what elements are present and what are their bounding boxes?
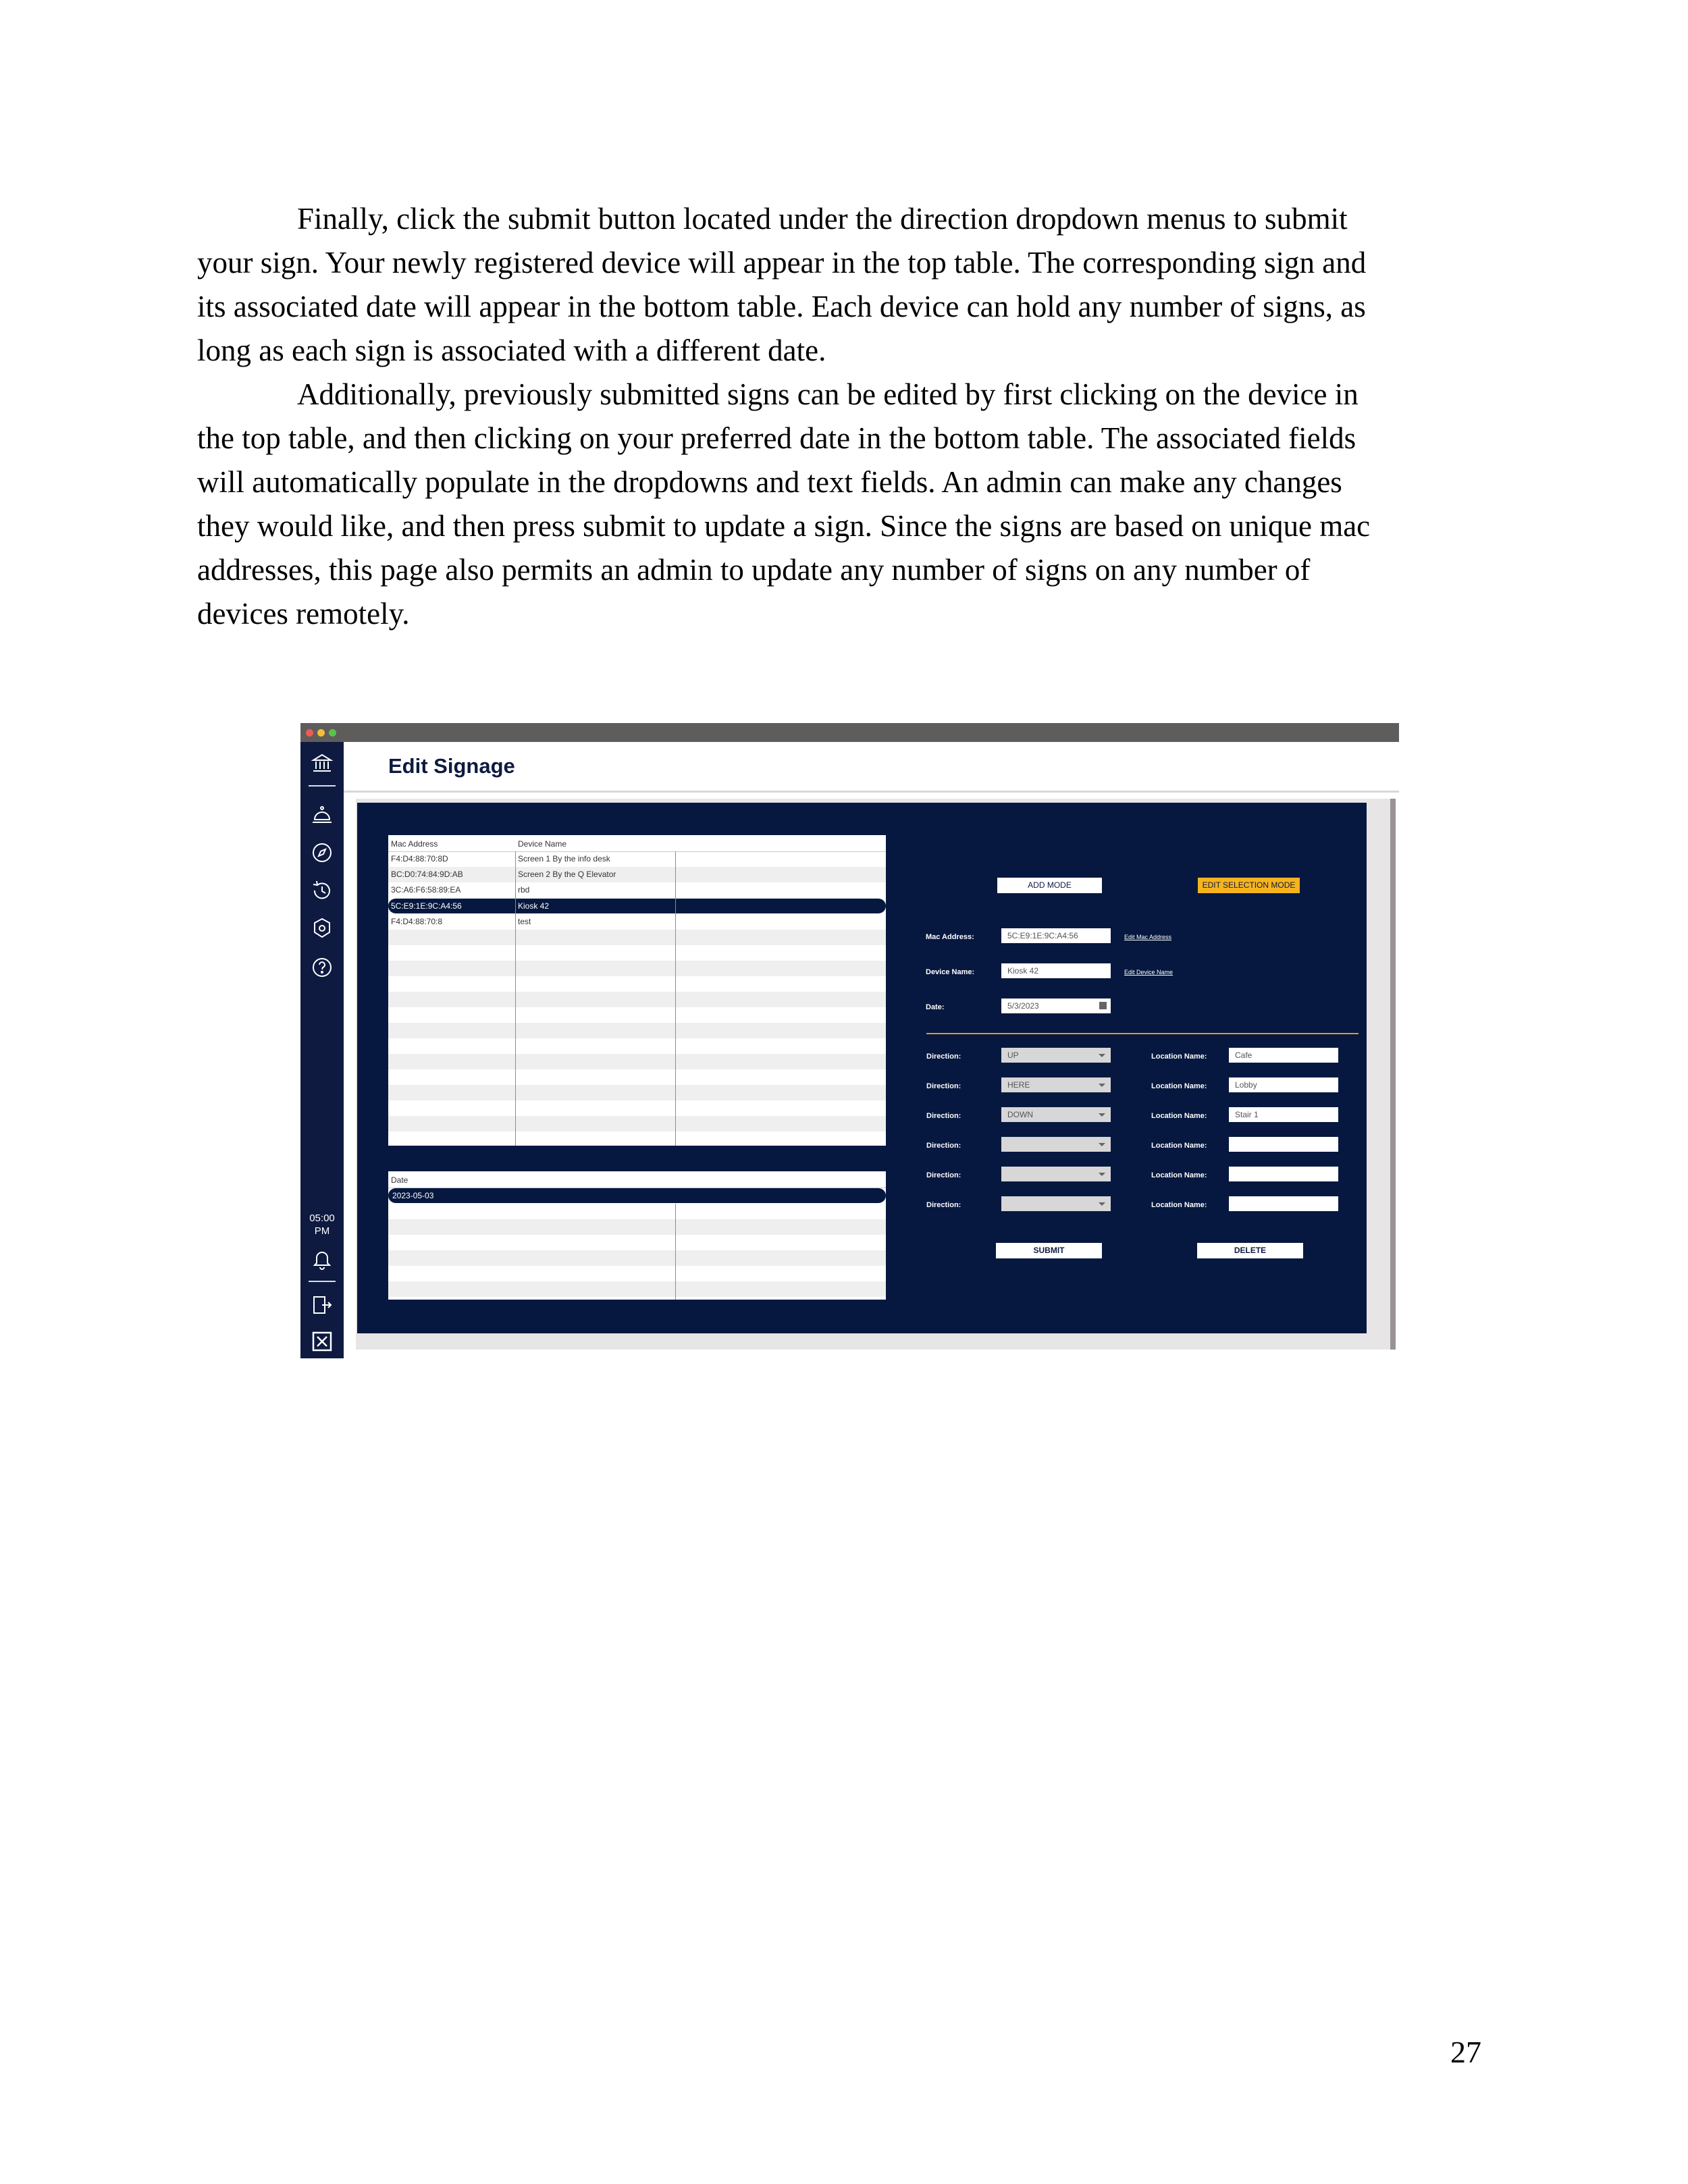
column-divider [675,1204,676,1300]
page-title: Edit Signage [388,754,515,778]
window-minimize-icon[interactable] [317,729,325,737]
column-divider [515,851,516,1146]
text-line: Additionally, previously submitted signs can be edited by first clicking on the device in [297,377,1359,411]
text-line: Finally, click the submit button located under the direction dropdown menus to submit [297,202,1348,236]
paragraph-finally [197,197,1494,373]
direction-value: UP [1007,1050,1019,1060]
location-name-label: Location Name: [1151,1112,1207,1120]
cell-mac: BC:D0:74:84:9D:AB [391,870,463,879]
table-row-empty [388,1250,886,1266]
column-divider [675,851,676,1146]
cell-mac: 3C:A6:F6:58:89:EA [391,885,461,895]
direction-dropdown[interactable] [1001,1077,1111,1092]
table-row[interactable] [388,882,886,898]
cell-date: 2023-05-03 [392,1191,434,1200]
text-line: long as each sign is associated with a different date. [197,334,826,367]
help-icon[interactable] [310,955,334,980]
service-bell-icon[interactable] [310,803,334,827]
location-name-field[interactable]: Cafe [1229,1048,1338,1063]
direction-value: HERE [1007,1080,1030,1090]
location-name-field[interactable] [1229,1137,1338,1152]
edit-selection-mode-button[interactable]: EDIT SELECTION MODE [1198,878,1300,893]
column-header-mac[interactable]: Mac Address [391,839,438,849]
window-maximize-icon[interactable] [329,729,336,737]
direction-value: DOWN [1007,1110,1033,1119]
direction-dropdown[interactable] [1001,1167,1111,1181]
table-row-empty [388,1054,886,1069]
clock-period: PM [314,1225,330,1237]
delete-button[interactable]: DELETE [1197,1243,1303,1258]
device-name-field[interactable]: Kiosk 42 [1001,963,1111,978]
page-number: 27 [1450,2035,1481,2069]
direction-dropdown[interactable] [1001,1107,1111,1122]
location-name-label: Location Name: [1151,1053,1207,1061]
location-name-label: Location Name: [1151,1082,1207,1090]
chevron-down-icon [1099,1084,1105,1087]
sidebar-divider [309,1281,336,1282]
date-value: 5/3/2023 [1007,1001,1039,1011]
chevron-down-icon [1099,1202,1105,1206]
column-header-device[interactable]: Device Name [518,839,567,849]
app-screenshot [300,723,1399,1358]
cell-device: Kiosk 42 [518,901,550,911]
location-name-label: Location Name: [1151,1171,1207,1179]
cell-mac: F4:D4:88:70:8 [391,917,443,926]
table-row-empty [388,930,886,945]
dates-table [388,1171,886,1300]
table-header [388,1171,886,1188]
table-row-empty [388,1023,886,1038]
edit-mac-address-link[interactable]: Edit Mac Address [1124,934,1172,940]
direction-label: Direction: [926,1201,961,1209]
table-row-empty [388,992,886,1007]
content-panel [357,803,1367,1333]
chevron-down-icon [1099,1143,1105,1146]
chevron-down-icon [1099,1054,1105,1057]
text-line: its associated date will appear in the bottom table. Each device can hold any number of signs, as [197,290,1366,323]
cell-device: Screen 2 By the Q Elevator [518,870,616,879]
direction-dropdown[interactable] [1001,1137,1111,1152]
table-row-selected[interactable] [388,899,886,913]
date-label: Date: [926,1003,945,1011]
notification-bell-icon[interactable] [310,1247,334,1271]
cell-device: rbd [518,885,530,895]
cell-device: Screen 1 By the info desk [518,854,610,863]
table-row-empty [388,961,886,976]
compass-icon[interactable] [310,841,334,865]
cell-device: test [518,917,531,926]
clock [300,1212,344,1237]
table-row[interactable] [388,867,886,882]
location-name-label: Location Name: [1151,1201,1207,1209]
text-line: devices remotely. [197,597,410,631]
table-row[interactable] [388,914,886,930]
app-header [344,742,1399,793]
table-row-empty [388,1219,886,1235]
direction-label: Direction: [926,1112,961,1120]
bank-icon[interactable] [310,751,334,776]
direction-label: Direction: [926,1171,961,1179]
table-header [388,835,886,852]
window-close-icon[interactable] [306,729,313,737]
edit-device-name-link[interactable]: Edit Device Name [1124,969,1173,976]
text-line: will automatically populate in the dropdowns and text fields. An admin can make any changes [197,465,1342,499]
cell-mac: F4:D4:88:70:8D [391,854,448,863]
sidebar [300,742,344,1358]
window-titlebar [300,723,1399,742]
direction-label: Direction: [926,1053,961,1061]
devices-table [388,835,886,1146]
chevron-down-icon [1099,1173,1105,1176]
clock-time: 05:00 [309,1213,335,1224]
text-line: the top table, and then clicking on your preferred date in the bottom table. The associated fields [197,421,1356,455]
text-line: your sign. Your newly registered device will appear in the top table. The corresponding sign and [197,246,1367,279]
table-row-empty [388,1085,886,1100]
sidebar-divider [309,785,336,787]
chevron-down-icon [1099,1113,1105,1117]
table-row-selected[interactable] [388,1188,886,1203]
text-line: they would like, and then press submit to update a sign. Since the signs are based on unique mac [197,509,1371,543]
settings-icon[interactable] [310,916,334,940]
location-name-field[interactable]: Stair 1 [1229,1107,1338,1122]
location-name-field[interactable]: Lobby [1229,1077,1338,1092]
logout-icon[interactable] [310,1293,334,1317]
direction-dropdown[interactable] [1001,1048,1111,1063]
close-icon[interactable] [310,1329,334,1354]
direction-label: Direction: [926,1082,961,1090]
cell-mac: 5C:E9:1E:9C:A4:56 [391,901,462,911]
section-divider [926,1033,1359,1034]
mac-address-label: Mac Address: [926,933,974,941]
device-name-label: Device Name: [926,968,975,976]
text-line: addresses, this page also permits an admin to update any number of signs on any number of [197,553,1311,587]
location-name-field[interactable] [1229,1167,1338,1181]
table-row[interactable] [388,851,886,867]
location-name-label: Location Name: [1151,1142,1207,1150]
add-mode-button[interactable]: ADD MODE [997,878,1102,893]
table-row-empty [388,1116,886,1131]
paragraph-additionally [197,373,1494,636]
table-row-empty [388,1281,886,1297]
calendar-icon[interactable] [1099,1002,1107,1009]
location-name-field[interactable] [1229,1196,1338,1211]
date-picker[interactable] [1001,998,1111,1013]
direction-label: Direction: [926,1142,961,1150]
column-header-date[interactable]: Date [391,1175,408,1185]
direction-dropdown[interactable] [1001,1196,1111,1211]
mac-address-field[interactable]: 5C:E9:1E:9C:A4:56 [1001,928,1111,943]
submit-button[interactable]: SUBMIT [996,1243,1102,1258]
history-icon[interactable] [310,878,334,903]
